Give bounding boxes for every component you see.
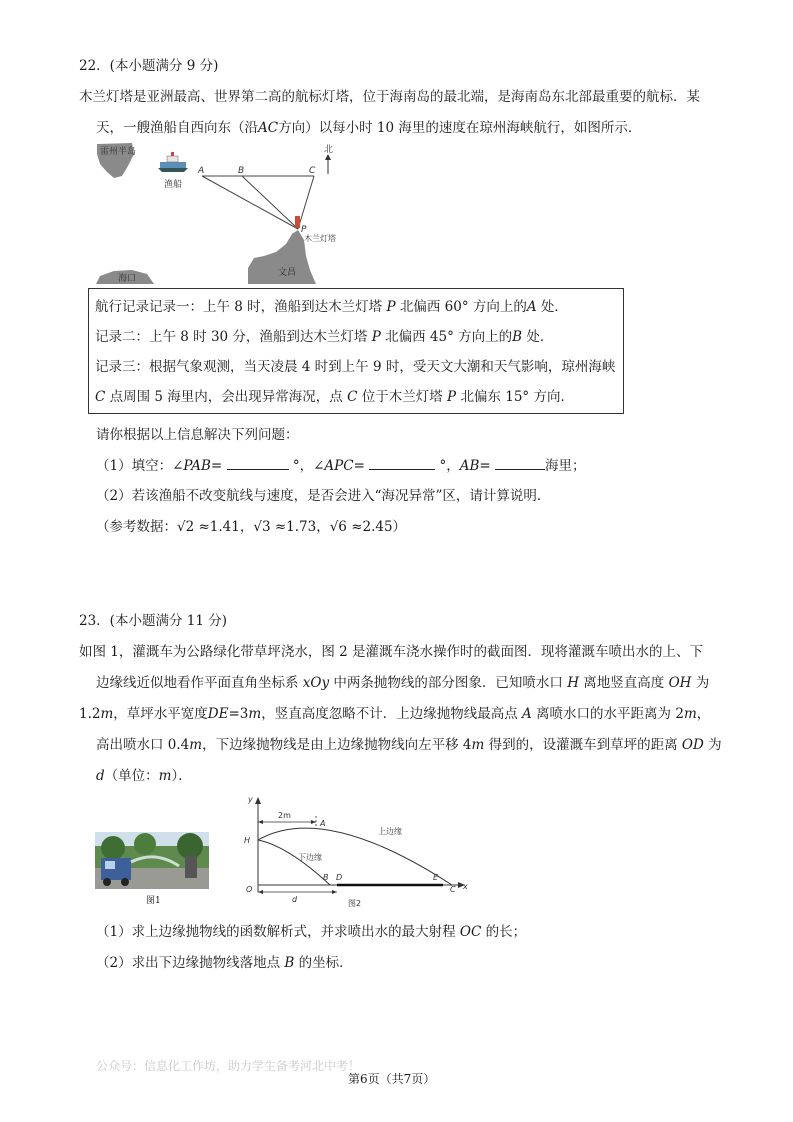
lighthouse-icon <box>295 216 300 228</box>
q23-sub2: （2）求出下边缘抛物线落地点 B 的坐标． <box>96 955 353 971</box>
record-line3: 记录三：根据气象观测，当天凌晨 4 时到上午 9 时，受天文大潮和天气影响，琼州海峡 <box>95 359 616 375</box>
point-c-label: C <box>450 885 456 894</box>
point-h-label: H <box>244 836 251 845</box>
y-axis-arrow <box>255 797 261 804</box>
q23-para-line5: d（单位：m）． <box>96 768 192 784</box>
blank-ab[interactable] <box>495 455 545 470</box>
blank-apc[interactable] <box>369 455 435 470</box>
point-b-label: B <box>323 873 329 882</box>
lighthouse-label: 木兰灯塔 <box>304 234 336 243</box>
q22-intro-line1: 木兰灯塔是亚洲最高、世界第二高的航标灯塔，位于海南岛的最北端，是海南岛东北部最重要的航标．某 <box>79 89 700 105</box>
point-d-label: D <box>336 873 343 882</box>
q23-sub1: （1）求上边缘抛物线的函数解析式，并求喷出水的最大射程 OC 的长； <box>96 924 527 940</box>
q22-records-box <box>88 288 624 414</box>
lower-parabola <box>258 840 330 885</box>
q22-map-figure <box>92 140 352 286</box>
q23-para-line4: 高出喷水口 0.4m，下边缘抛物线是由上边缘抛物线向左平移 4m 得到的，设灌溉车到草坪的距离 OD 为 <box>96 737 722 753</box>
dim-2m-label: 2m <box>278 811 291 820</box>
q22-prompt: 请你根据以上信息解决下列问题： <box>96 427 299 443</box>
footer-watermark-note: 公众号：信息化工作坊，助力学生备考河北中考！ <box>96 1059 361 1073</box>
point-e-label: E <box>433 873 439 882</box>
upper-edge-label: 上边缘 <box>378 827 402 836</box>
dim-2m-arrow-left <box>258 820 263 824</box>
page-number: 第6页（共7页） <box>348 1072 436 1086</box>
blank-pab[interactable] <box>227 455 289 470</box>
q23-para-line3: 1.2m，草坪水平宽度DE=3m，竖直高度忽略不计．上边缘抛物线最高点 A 离喷水口的水平距离为 2m， <box>79 706 711 722</box>
q22-sub1: （1）填空：∠PAB= °，∠APC= °，AB= 海里； <box>96 455 586 476</box>
boat-icon <box>158 152 188 172</box>
q23-para-line2: 边缘线近似地看作平面直角坐标系 xOy 中两条抛物线的部分图象．已知喷水口 H 离地竖直高度 OH 为 <box>96 675 710 691</box>
line-pc <box>298 176 314 229</box>
point-o-label: O <box>246 885 253 894</box>
dim-d-arrow-left <box>258 890 263 894</box>
y-axis-label: y <box>248 795 253 804</box>
q22-sub2: （2）若该渔船不改变航线与速度，是否会进入“海况异常”区，请计算说明． <box>96 488 551 504</box>
q22-intro-line2: 天，一艘渔船自西向东（沿AC方向）以每小时 10 海里的速度在琼州海峡航行，如图所示． <box>96 120 642 136</box>
record-line4: C 点周围 5 海里内，会出现异常海况，点 C 位于木兰灯塔 P 北偏东 15° 方向． <box>95 389 574 405</box>
point-b: B <box>238 166 245 176</box>
leizhou-label: 雷州半岛 <box>100 147 137 157</box>
dim-d-label: d <box>292 895 298 904</box>
fig2-caption: 图2 <box>348 899 362 908</box>
record-line2: 记录二：上午 8 时 30 分，渔船到达木兰灯塔 P 北偏西 45° 方向上的B 处． <box>95 329 554 345</box>
point-c: C <box>309 166 316 176</box>
point-a: A <box>198 166 205 176</box>
dim-d-arrow-right <box>332 890 337 894</box>
fig1-caption: 图1 <box>146 896 161 906</box>
q22-reference: （参考数据：√2 ≈1.41，√3 ≈1.73，√6 ≈2.45） <box>96 519 407 535</box>
q23-header: 23．(本小题满分 11 分) <box>79 613 227 629</box>
irrigation-truck-photo <box>95 832 209 889</box>
haikou-label: 海口 <box>118 274 137 284</box>
lower-edge-label: 下边缘 <box>298 853 322 862</box>
upper-parabola <box>258 828 452 885</box>
q22-header: 22．(本小题满分 9 分) <box>79 58 219 74</box>
point-p: P <box>301 225 307 235</box>
north-label: 北 <box>324 145 334 155</box>
record-line1: 航行记录记录一：上午 8 时，渔船到达木兰灯塔 P 北偏西 60° 方向上的A 处． <box>95 299 568 315</box>
photo-illustration <box>95 832 209 889</box>
q23-para-line1: 如图 1，灌溉车为公路绿化带草坪浇水，图 2 是灌溉车浇水操作时的截面图．现将灌溉车喷出水的上、下 <box>79 644 704 660</box>
point-a-label: A <box>320 819 326 828</box>
x-axis-label: x <box>463 882 468 891</box>
boat-label: 渔船 <box>164 180 183 190</box>
q23-coordinate-figure <box>240 792 472 908</box>
wenchang-label: 文昌 <box>278 268 297 278</box>
dim-2m-arrow-right <box>311 820 316 824</box>
